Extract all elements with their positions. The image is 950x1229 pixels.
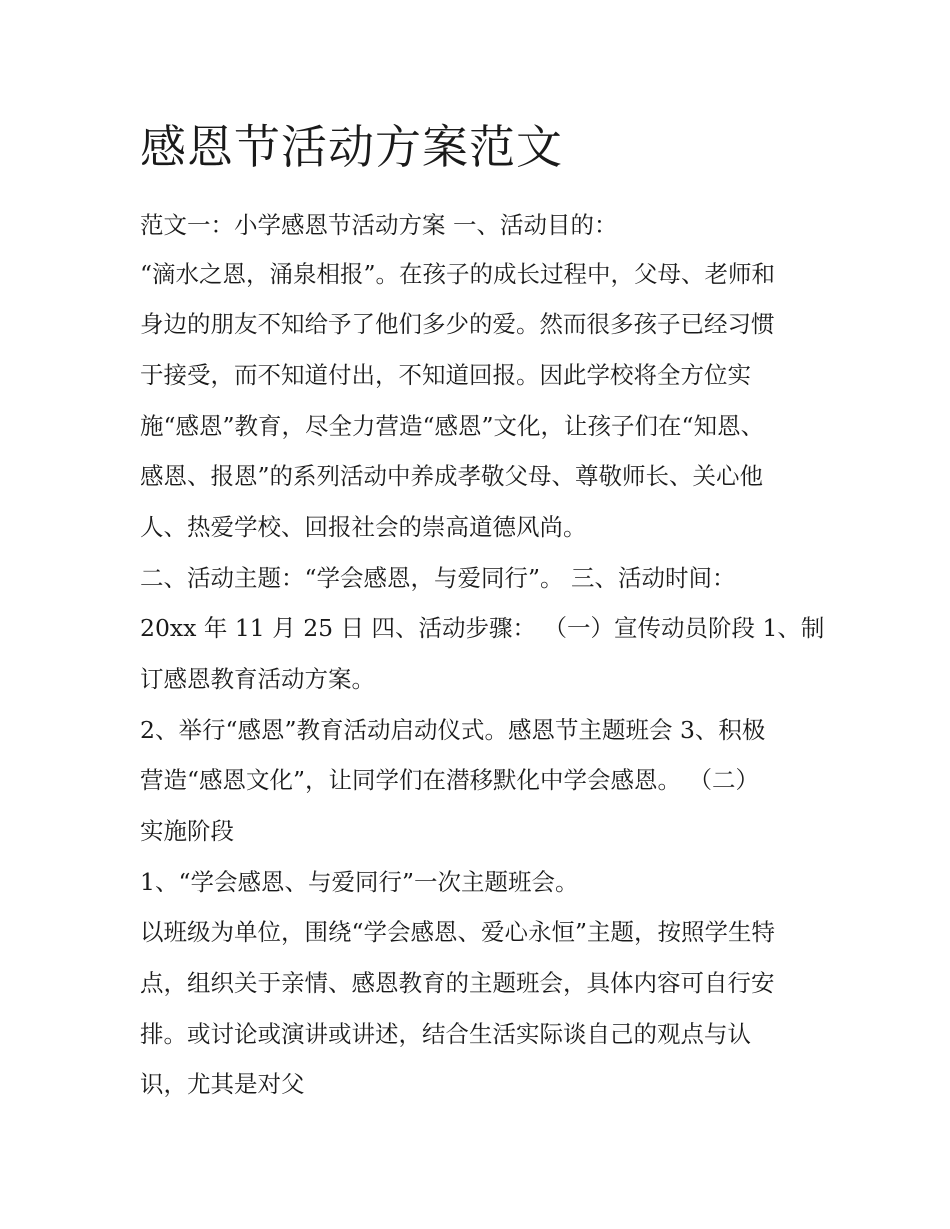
text-line: 以班级为单位，围绕“学会感恩、爱心永恒”主题，按照学生特 [140, 918, 776, 946]
text-line: 于接受，而不知道付出，不知道回报。因此学校将全方位实 [140, 361, 751, 389]
text-line: 施“感恩”教育，尽全力营造“感恩”文化，让孩子们在“知恩、 [140, 412, 765, 440]
text-line: 20xx 年 11 月 25 日 四、活动步骤： （一）宣传动员阶段 1、制 [140, 614, 825, 642]
text-line: 1、“学会感恩、与爱同行”一次主题班会。 [140, 868, 579, 896]
text-line: 排。或讨论或演讲或讲述，结合生活实际谈自己的观点与认 [140, 1020, 751, 1048]
text-line: 识，尤其是对父 [140, 1070, 305, 1098]
text-line: 点，组织关于亲情、感恩教育的主题班会，具体内容可自行安 [140, 969, 775, 997]
document-title: 感恩节活动方案范文 [140, 120, 563, 174]
text-line: “滴水之恩，涌泉相报”。在孩子的成长过程中，父母、老师和 [140, 260, 776, 288]
text-line: 实施阶段 [140, 817, 234, 845]
text-line: 2、举行“感恩”教育活动启动仪式。感恩节主题班会 3、积极 [140, 716, 766, 744]
text-line: 感恩、报恩”的系列活动中养成孝敬父母、尊敬师长、关心他 [140, 462, 764, 490]
text-line: 范文一：小学感恩节活动方案 一、活动目的： [140, 211, 618, 239]
text-line: 营造“感恩文化”，让同学们在潜移默化中学会感恩。 （二） [140, 766, 759, 794]
text-line: 身边的朋友不知给予了他们多少的爱。然而很多孩子已经习惯 [140, 310, 775, 338]
text-line: 人、热爱学校、回报社会的崇高道德风尚。 [140, 513, 587, 541]
text-line: 二、活动主题：“学会感恩，与爱同行”。 三、活动时间： [140, 564, 736, 592]
text-line: 订感恩教育活动方案。 [140, 665, 375, 693]
